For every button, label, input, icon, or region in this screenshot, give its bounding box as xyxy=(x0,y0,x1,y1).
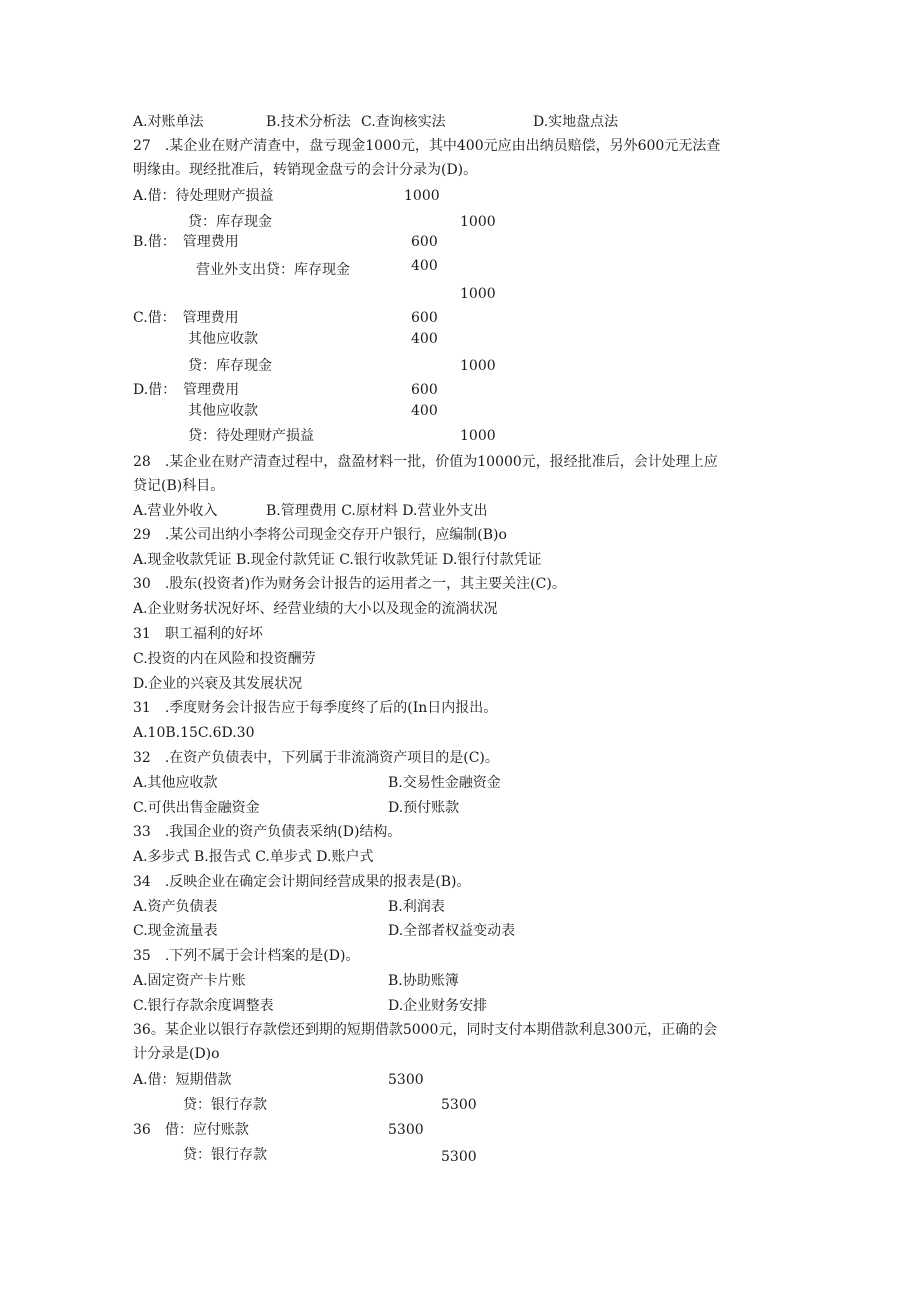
question-36: 36。某企业以银行存款偿还到期的短期借款5000元，同时支付本期借款利息300元，正确的会 xyxy=(133,1022,718,1038)
option-a: A.对账单法 xyxy=(133,114,204,130)
entry-amount: 400 xyxy=(411,258,438,274)
option-c: C.查询核实法 xyxy=(361,114,446,130)
entry-amount: 1000 xyxy=(460,214,496,230)
question-28-cont: 贷记(B)科目。 xyxy=(133,478,225,494)
entry-line: 36 借：应付账款 xyxy=(133,1122,249,1138)
question-28: 28 .某企业在财产清查过程中，盘盈材料一批，价值为10000元，报经批准后，会计处理上应 xyxy=(133,454,718,470)
entry-line: 贷：银行存款 xyxy=(183,1097,267,1113)
entry-amount: 400 xyxy=(411,331,438,347)
entry-amount: 5300 xyxy=(441,1149,477,1165)
entry-amount: 5300 xyxy=(441,1097,477,1113)
options: A.多步式 B.报告式 C.单步式 D.账户式 xyxy=(133,849,374,865)
option-d: D.企业财务安排 xyxy=(388,998,488,1014)
entry-amount: 600 xyxy=(411,382,438,398)
option-c: C.可供出售金融资金 xyxy=(133,800,260,816)
entry-amount: 600 xyxy=(411,234,438,250)
entry-amount: 1000 xyxy=(460,358,496,374)
options-bcd: B.管理费用 C.原材料 D.营业外支出 xyxy=(266,503,488,519)
option-line: C.投资的内在风险和投资酬劳 xyxy=(133,651,316,667)
option-a: A.固定资产卡片账 xyxy=(133,973,246,989)
entry-line: 贷：银行存款 xyxy=(183,1147,267,1163)
option-line: D.企业的兴衰及其发展状况 xyxy=(133,676,303,692)
option-line: A.企业财务状况好坏、经营业绩的大小以及现金的流淌状况 xyxy=(133,601,498,617)
entry-amount: 5300 xyxy=(388,1122,424,1138)
entry-line: 贷：库存现金 xyxy=(188,358,272,374)
question-33: 33 .我国企业的资产负债表采纳(D)结构。 xyxy=(133,824,402,840)
entry-amount: 600 xyxy=(411,310,438,326)
entry-line: 贷：库存现金 xyxy=(188,214,272,230)
option-c: C.现金流量表 xyxy=(133,923,218,939)
option-b: B.利润表 xyxy=(388,899,445,915)
option-b: B.交易性金融资金 xyxy=(388,775,501,791)
question-29: 29 .某公司出纳小李将公司现金交存开户银行，应编制(B)o xyxy=(133,527,507,543)
entry-amount: 1000 xyxy=(404,188,440,204)
question-34: 34 .反映企业在确定会计期间经营成果的报表是(B)。 xyxy=(133,874,471,890)
options: A.10B.15C.6D.30 xyxy=(133,725,255,741)
entry-line: 其他应收款 xyxy=(188,331,258,347)
option-line: 31 职工福利的好坏 xyxy=(133,626,263,642)
option-a: A.资产负债表 xyxy=(133,899,218,915)
entry-line: 其他应收款 xyxy=(188,403,258,419)
option-b: B.协助账簿 xyxy=(388,973,459,989)
entry-amount: 5300 xyxy=(388,1072,424,1088)
option-d: D.实地盘点法 xyxy=(533,114,619,130)
question-27: 27 .某企业在财产清查中，盘亏现金1000元，其中400元应由出纳员赔偿，另外600元无法查 xyxy=(133,138,721,154)
entry-amount: 1000 xyxy=(460,286,496,302)
entry-line: B.借： 管理费用 xyxy=(133,234,239,250)
question-36-cont: 计分录是(D)o xyxy=(133,1046,220,1062)
entry-line: 贷：待处理财产损益 xyxy=(188,428,314,444)
entry-line: C.借： 管理费用 xyxy=(133,310,239,326)
question-35: 35 .下列不属于会计档案的是(D)。 xyxy=(133,948,360,964)
question-30: 30 .股东(投资者)作为财务会计报告的运用者之一，其主要关注(C)。 xyxy=(133,576,566,592)
option-a: A.其他应收款 xyxy=(133,775,218,791)
entry-line: A.借：短期借款 xyxy=(133,1072,232,1088)
question-27-cont: 明缘由。现经批准后，转销现金盘亏的会计分录为(D)。 xyxy=(133,162,478,178)
question-31: 31 .季度财务会计报告应于每季度终了后的(In日内报出。 xyxy=(133,700,498,716)
option-c: C.银行存款余度调整表 xyxy=(133,998,274,1014)
question-32: 32 .在资产负债表中，下列属于非流淌资产项目的是(C)。 xyxy=(133,750,499,766)
options: A.现金收款凭证 B.现金付款凭证 C.银行收款凭证 D.银行付款凭证 xyxy=(133,552,542,568)
entry-line: A.借：待处理财产损益 xyxy=(133,188,274,204)
entry-line: D.借： 管理费用 xyxy=(133,382,240,398)
option-d: D.预付账款 xyxy=(388,800,460,816)
option-d: D.全部者权益变动表 xyxy=(388,923,516,939)
entry-amount: 400 xyxy=(411,403,438,419)
entry-amount: 1000 xyxy=(460,428,496,444)
option-a: A.营业外收入 xyxy=(133,503,218,519)
option-b: B.技术分析法 xyxy=(266,114,351,130)
entry-line: 营业外支出贷：库存现金 xyxy=(196,262,350,278)
